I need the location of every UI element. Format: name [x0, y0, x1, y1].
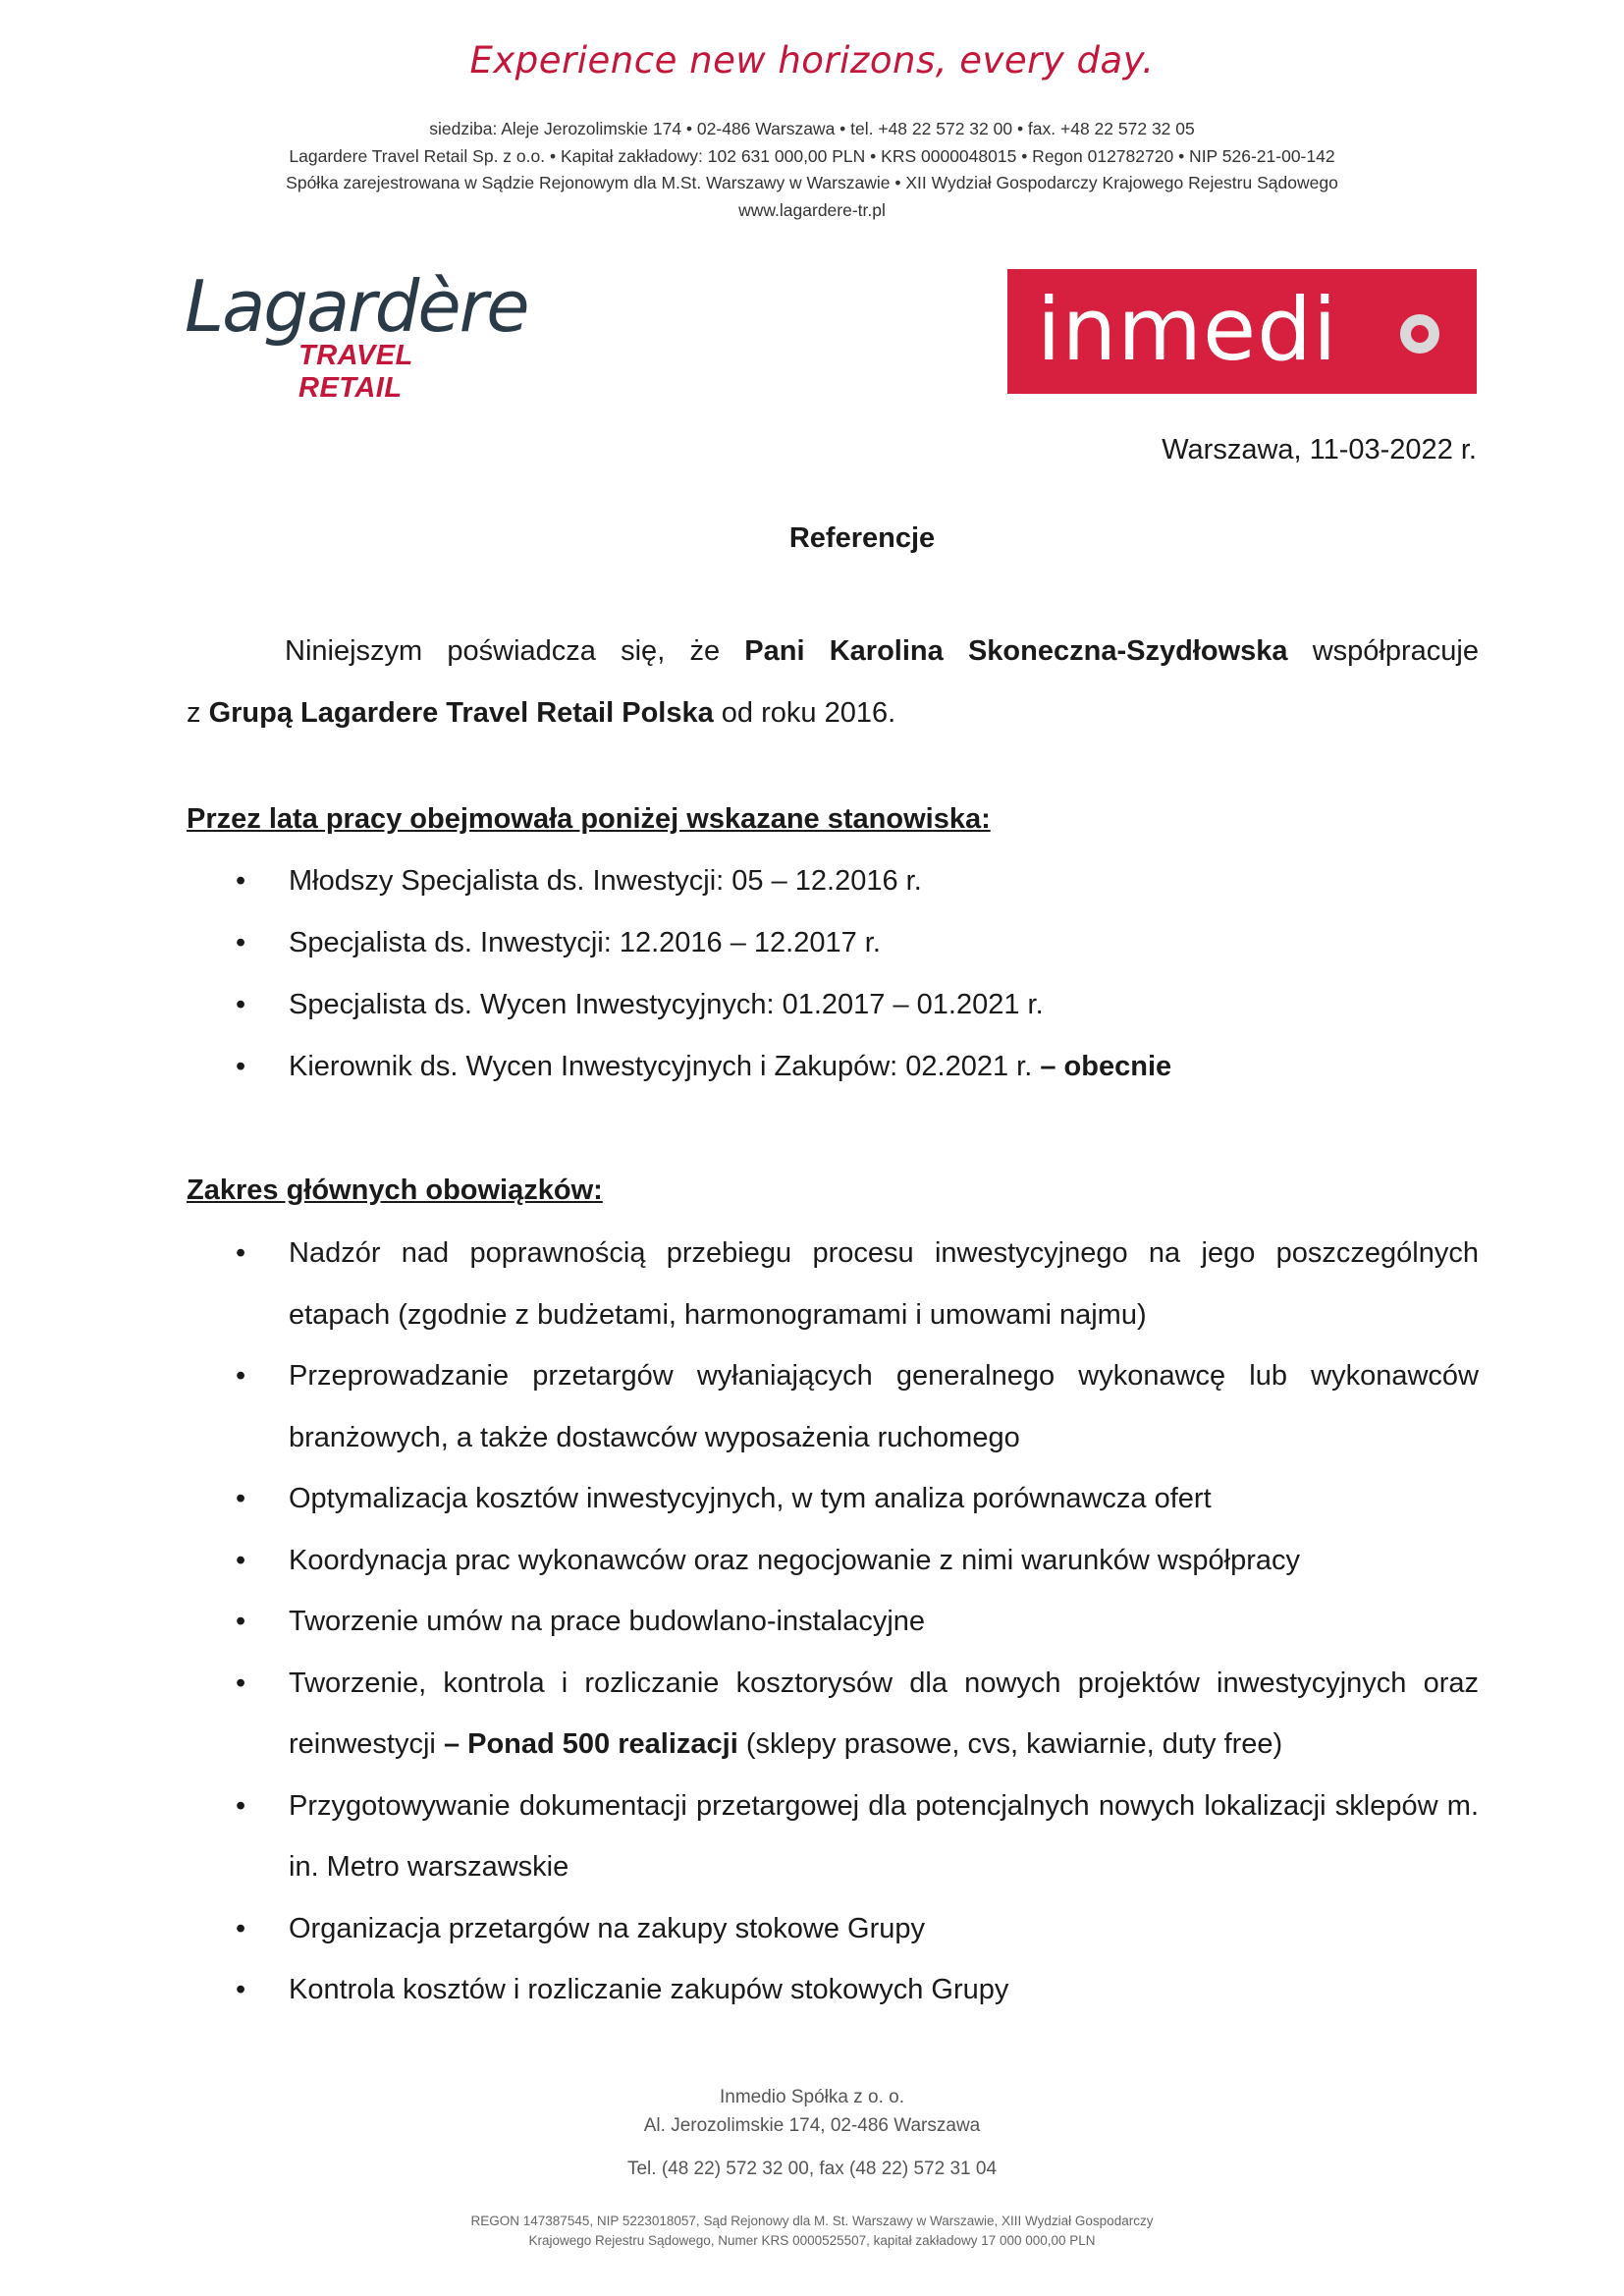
position-text: Młodszy Specjalista ds. Inwestycji: 05 – 12.2016 r. — [289, 865, 922, 897]
duty-text: Tworzenie umów na prace budowlano-instalacyjne — [289, 1606, 926, 1637]
intro-line-1 — [187, 621, 1479, 683]
intro-line-2 — [187, 683, 1479, 744]
lagardere-logo-word: Lagardère — [185, 265, 528, 348]
list-item — [187, 1591, 1479, 1653]
bullet-icon: • — [236, 865, 246, 897]
list-item — [187, 912, 1479, 974]
bullet-icon: • — [236, 989, 246, 1020]
duty-text: Optymalizacja kosztów inwestycyjnych, w tym analiza porównawcza ofert — [289, 1483, 1212, 1514]
footer-registration-line-2: Krajowego Rejestru Sądowego, Numer KRS 0000525507, kapitał zakładowy 17 000 000,00 PLN — [528, 2233, 1096, 2248]
duty-text: Kontrola kosztów i rozliczanie zakupów stokowych Grupy — [289, 1974, 1009, 2005]
intro-text: współpracuje — [1287, 635, 1479, 667]
list-item — [187, 1653, 1479, 1776]
position-text: Specjalista ds. Inwestycji: 12.2016 – 12.2017 r. — [289, 927, 881, 958]
lagardere-logo-subtitle: TRAVEL RETAIL — [298, 340, 413, 404]
duty-text: Przeprowadzanie przetargów wyłaniających generalnego wykonawcę lub wykonawców branżowych, a także dostawców wyposażenia ruchomego — [289, 1360, 1479, 1453]
footer-contact: Tel. (48 22) 572 32 00, fax (48 22) 572 31 04 — [626, 2159, 998, 2179]
list-item — [187, 1530, 1479, 1592]
intro-paragraph — [187, 621, 1479, 744]
footer-company — [0, 2083, 1624, 2140]
letter-title: Referencje — [788, 522, 936, 554]
duty-text: Koordynacja prac wykonawców oraz negocjowanie z nimi warunków współpracy — [289, 1544, 1300, 1576]
positions-list — [187, 850, 1479, 1098]
lagardere-logo — [185, 265, 528, 404]
list-item — [187, 974, 1479, 1036]
list-item — [187, 1959, 1479, 2021]
intro-text: Niniejszym poświadcza się, że — [285, 635, 745, 667]
employee-name: Pani Karolina Skoneczna-Szydłowska — [744, 635, 1288, 667]
letter-date: Warszawa, 11-03-2022 r. — [1162, 434, 1477, 465]
duties-list — [187, 1223, 1479, 2021]
list-item — [187, 1898, 1479, 1960]
list-item — [187, 1223, 1479, 1345]
list-item — [187, 1776, 1479, 1898]
list-item — [187, 1036, 1479, 1098]
inmedio-logo-o-mark — [1400, 314, 1439, 354]
footer-company-name: Inmedio Spółka z o. o. — [720, 2087, 904, 2107]
position-text: Kierownik ds. Wycen Inwestycyjnych i Zakupów: 02.2021 r. — [289, 1051, 1041, 1082]
intro-text: od roku 2016. — [713, 697, 896, 729]
list-item — [187, 1345, 1479, 1468]
bullet-icon: • — [236, 1051, 246, 1082]
bullet-icon: • — [236, 1667, 246, 1699]
position-text: Specjalista ds. Wycen Inwestycyjnych: 01.2017 – 01.2021 r. — [289, 989, 1044, 1020]
header-line-website: www.lagardere-tr.pl — [738, 199, 886, 220]
list-item — [187, 850, 1479, 912]
header-line-court: Spółka zarejestrowana w Sądzie Rejonowym dla M.St. Warszawy w Warszawie • XII Wydział Gospodarczy Krajowego Rejestru Sądowego — [286, 173, 1338, 192]
duty-text: Nadzór nad poprawnością przebiegu procesu inwestycyjnego na jego poszczególnych etapach (zgodnie z budżetami, harmonogramami i umowami najmu) — [289, 1237, 1479, 1331]
bullet-icon: • — [236, 1606, 246, 1637]
bullet-icon: • — [236, 1360, 246, 1392]
bullet-icon: • — [236, 1544, 246, 1576]
footer-address: Al. Jerozolimskie 174, 02-486 Warszawa — [643, 2115, 981, 2136]
position-current-label: – obecnie — [1040, 1051, 1172, 1082]
bullet-icon: • — [236, 1237, 246, 1269]
footer-registration-line-1: REGON 147387545, NIP 5223018057, Sąd Rejonowy dla M. St. Warszawy w Warszawie, XIII Wydział Gospodarczy — [470, 2214, 1154, 2228]
duty-highlight: – Ponad 500 realizacji — [443, 1728, 738, 1760]
intro-text: z — [187, 697, 209, 729]
bullet-icon: • — [236, 1483, 246, 1514]
positions-heading: Przez lata pracy obejmowała poniżej wskazane stanowiska: — [187, 803, 991, 835]
bullet-icon: • — [236, 1974, 246, 2005]
duty-text: (sklepy prasowe, cvs, kawiarnie, duty free) — [737, 1728, 1283, 1760]
footer-registration — [0, 2212, 1624, 2251]
header-line-address: siedziba: Aleje Jerozolimskie 174 • 02-486 Warszawa • tel. +48 22 572 32 00 • fax. +48 22 572 32 05 — [429, 119, 1195, 138]
bullet-icon: • — [236, 1912, 246, 1944]
company-name: Grupą Lagardere Travel Retail Polska — [208, 697, 714, 729]
inmedio-logo — [1007, 269, 1477, 394]
inmedio-logo-word: inmedi — [1037, 279, 1338, 380]
list-item — [187, 1468, 1479, 1530]
company-details-header — [0, 116, 1624, 224]
duties-heading: Zakres głównych obowiązków: — [187, 1175, 603, 1206]
bullet-icon: • — [236, 1789, 246, 1822]
bullet-icon: • — [236, 927, 246, 958]
duty-text: Tworzenie, kontrola i rozliczanie kosztorysów dla nowych projektów inwestycyjnych oraz reinwestycji — [289, 1667, 1479, 1760]
company-slogan: Experience new horizons, every day. — [469, 39, 1155, 82]
header-line-registration: Lagardere Travel Retail Sp. z o.o. • Kapitał zakładowy: 102 631 000,00 PLN • KRS 0000048015 • Regon 012782720 • NIP 526-21-00-142 — [289, 145, 1335, 166]
duty-text: Przygotowywanie dokumentacji przetargowej dla potencjalnych nowych lokalizacji sklepów m. in. Metro warszawskie — [289, 1789, 1479, 1883]
duty-text: Organizacja przetargów na zakupy stokowe Grupy — [289, 1912, 925, 1944]
